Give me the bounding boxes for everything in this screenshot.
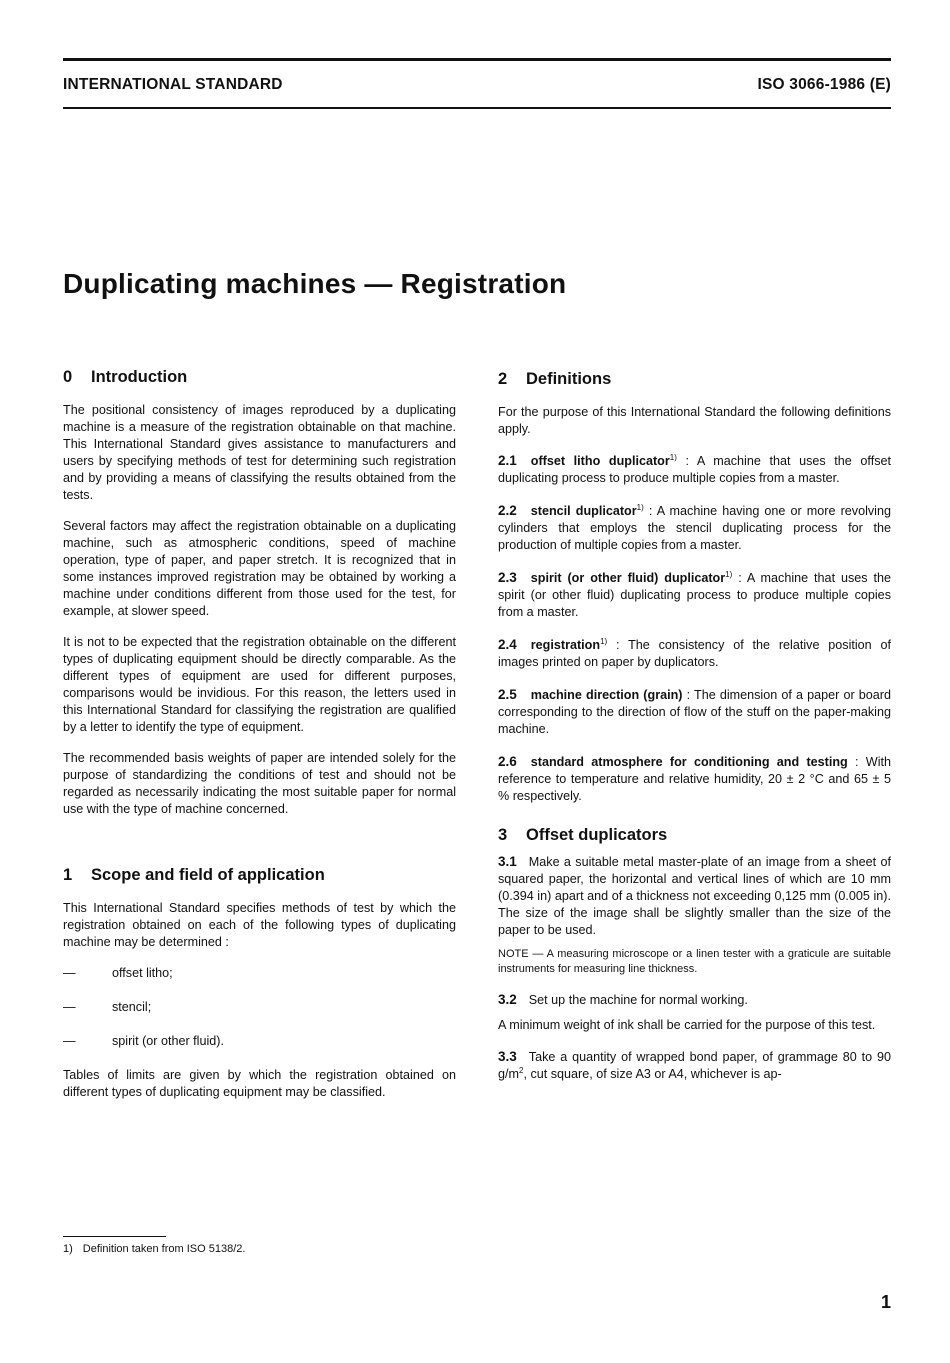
clause-3-2: 3.2 Set up the machine for normal working. [498,992,748,1007]
definition-2-6: 2.6 standard atmosphere for conditioning and testing : With reference to temperature and relative humidity, 20 ± 2 °C and 65 ± 5 % respectively. [498,754,891,803]
section-1-heading: 1 Scope and field of application [63,866,325,884]
list-item: — stencil; [63,1000,152,1014]
standard-number: ISO 3066-1986 (E) [757,76,891,93]
intro-paragraph: Several factors may affect the registration obtainable on a duplicating machine, such as atmospheric conditions, speed of machine operation, type of paper, and paper stretch. It is recognized that in some instances improved registration may be obtained by working a machine under conditions different from those used for the test, for example, at slower speed. [63,519,456,618]
header-bottom-rule [63,107,891,109]
definition-2-4: 2.4 registration$^{1)}$ : The consistency of the relative position of images printed on paper by duplicators. [498,636,891,669]
header-top-rule [63,58,891,61]
list-item: — offset litho; [63,966,173,980]
section-0-heading: 0 Introduction [63,368,188,386]
scope-closing: Tables of limits are given by which the registration obtained on different types of duplicating equipment may be classified. [63,1068,456,1099]
page-title: Duplicating machines — Registration [63,268,567,299]
intro-paragraph: It is not to be expected that the registration obtainable on the different types of duplicating equipment should be directly comparable. As the different types of equipment are used for different purposes, comparisons would be invidious. For this reason, the letters used in this International Standard for classifying the registration are qualified by a letter to identify the type of equipment. [63,635,456,734]
clause-3-3: 3.3 Take a quantity of wrapped bond paper, of grammage 80 to 90 $g/m^2$, cut square, of size A3 or A4, whichever is ap- [498,1049,891,1081]
clause-3-1: 3.1 Make a suitable metal master-plate of an image from a sheet of squared paper, the horizontal and vertical lines of which are 10 mm (0.394 in) apart and of a thickness not exceeding 0,125 mm (0.005 in). The size of the image shall be slightly smaller than the size of the paper to be used. [498,854,891,937]
section-3-heading: 3 Offset duplicators [498,826,668,844]
scope-intro: This International Standard specifies methods of test by which the registration obtained on each of the following types of duplicating machine may be determined : [63,901,456,949]
definition-2-5: 2.5 machine direction (grain) : The dimension of a paper or board corresponding to the direction of flow of the stuff on the paper-making machine. [498,687,891,736]
definition-2-1: 2.1 offset litho duplicator$^{1)}$ : A machine that uses the offset duplicating process to produce multiple copies from a master. [498,452,891,485]
clause-3-2-extra: A minimum weight of ink shall be carried for the purpose of this test. [498,1018,876,1032]
document-type: INTERNATIONAL STANDARD [63,76,283,93]
right-column [498,370,891,1097]
footnote-rule [63,1236,166,1237]
definition-2-2: 2.2 stencil duplicator$^{1)}$ : A machine having one or more revolving cylinders that employs the stencil duplicating process for the production of multiple copies from a master. [498,502,891,552]
definition-2-3: 2.3 spirit (or other fluid) duplicator$^{1)}$ : A machine that uses the spirit (or other fluid) duplicating process to produce multiple copies from a master. [498,569,892,619]
note: NOTE — A measuring microscope or a linen tester with a graticule are suitable instruments for measuring line thickness. [498,948,891,975]
definitions-intro: For the purpose of this International Standard the following definitions apply. [498,405,891,436]
machine-type-list [63,965,456,1050]
page-number: 1 [880,1292,891,1312]
intro-paragraph: The recommended basis weights of paper are intended solely for the purpose of standardizing the conditions of test and should not be regarded as necessarily indicating the most suitable paper for normal use with the type of machine concerned. [63,751,456,816]
left-column [63,368,456,1115]
footnote: 1) Definition taken from ISO 5138/2. [63,1243,246,1255]
list-item: — spirit (or other fluid). [63,1034,224,1048]
intro-paragraph: The positional consistency of images reproduced by a duplicating machine is a measure of the registration obtainable on that machine. This International Standard gives assistance to manufacturers and users by specifying methods of test for determining such registration and by providing a means of classifying the results obtained from the tests. [63,403,456,502]
section-2-heading: 2 Definitions [498,370,612,388]
